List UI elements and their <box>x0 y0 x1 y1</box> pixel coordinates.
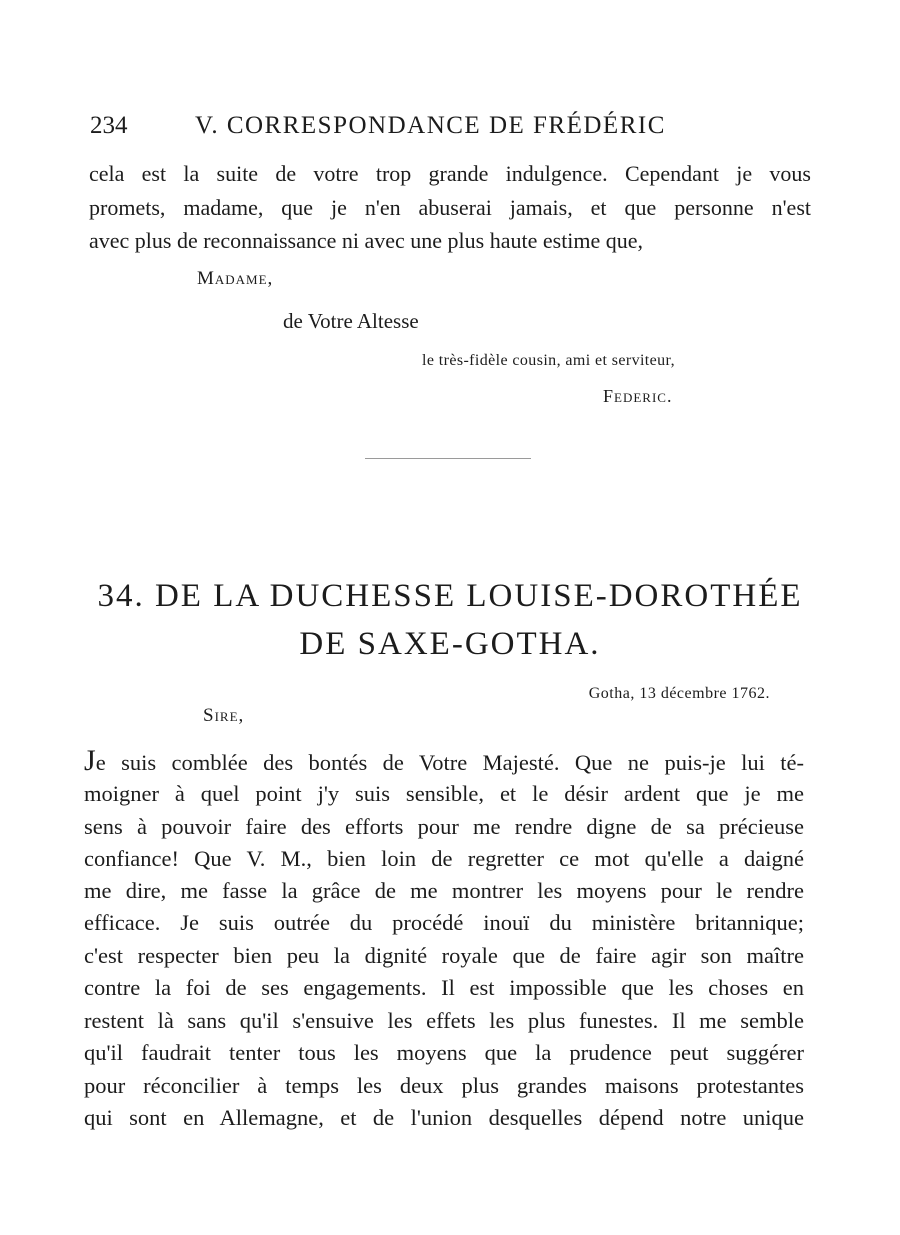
letter-title-line2: DE SAXE-GOTHA. <box>299 626 601 662</box>
running-head <box>90 112 666 140</box>
letter-title <box>60 578 840 615</box>
paragraph-line: qu'il faudrait tenter tous les moyens que la prudence peut suggérer <box>84 1040 804 1065</box>
letter-title-line1: DE LA DUCHESSE LOUISE-DOROTHÉE <box>154 578 803 614</box>
signature: Federic. <box>603 386 673 406</box>
dateline: Gotha, 13 décembre 1762. <box>588 685 770 702</box>
closing-formula: le très-fidèle cousin, ami et serviteur, <box>422 352 676 369</box>
paragraph-line: confiance! Que V. M., bien loin de regretter ce mot qu'elle a daigné <box>84 846 804 871</box>
paragraph-line: avec plus de reconnaissance ni avec une plus haute estime que, <box>89 228 644 253</box>
paragraph-line: moigner à quel point j'y suis sensible, et le désir ardent que je me <box>84 781 804 806</box>
paragraph-line: c'est respecter bien peu la dignité royale que de faire agir son maître <box>84 943 804 968</box>
page-number: 234 <box>90 112 128 139</box>
paragraph-line: promets, madame, que je n'en abuserai jamais, et que personne n'est <box>89 195 811 220</box>
letter-number: 34. <box>97 578 145 614</box>
closing-greeting: de Votre Altesse <box>283 309 419 333</box>
paragraph-line: qui sont en Allemagne, et de l'union desquelles dépend notre unique <box>84 1105 804 1130</box>
paragraph-line: sens à pouvoir faire des efforts pour me rendre digne de sa précieuse <box>84 814 804 839</box>
paragraph-first-line <box>84 745 804 779</box>
letter-salutation: Sire, <box>203 705 245 726</box>
paragraph-line: pour réconcilier à temps les deux plus grandes maisons protestantes <box>84 1073 804 1098</box>
section-divider <box>365 458 531 459</box>
first-line-text: e suis comblée des bontés de Votre Majesté. Que ne puis-je lui té- <box>95 750 804 775</box>
paragraph-line: restent là sans qu'il s'ensuive les effets les plus funestes. Il me semble <box>84 1008 804 1033</box>
paragraph-line: cela est la suite de votre trop grande indulgence. Cependant je vous <box>89 161 811 186</box>
paragraph-line: efficace. Je suis outrée du procédé inouï du ministère britannique; <box>84 910 804 935</box>
drop-cap: J <box>84 744 96 777</box>
paragraph-line: me dire, me fasse la grâce de me montrer les moyens pour le rendre <box>84 878 804 903</box>
paragraph-line: contre la foi de ses engagements. Il est impossible que les choses en <box>84 975 804 1000</box>
running-head-title: V. CORRESPONDANCE DE FRÉDÉRIC <box>195 112 666 139</box>
closing-salutation: Madame, <box>197 268 274 289</box>
